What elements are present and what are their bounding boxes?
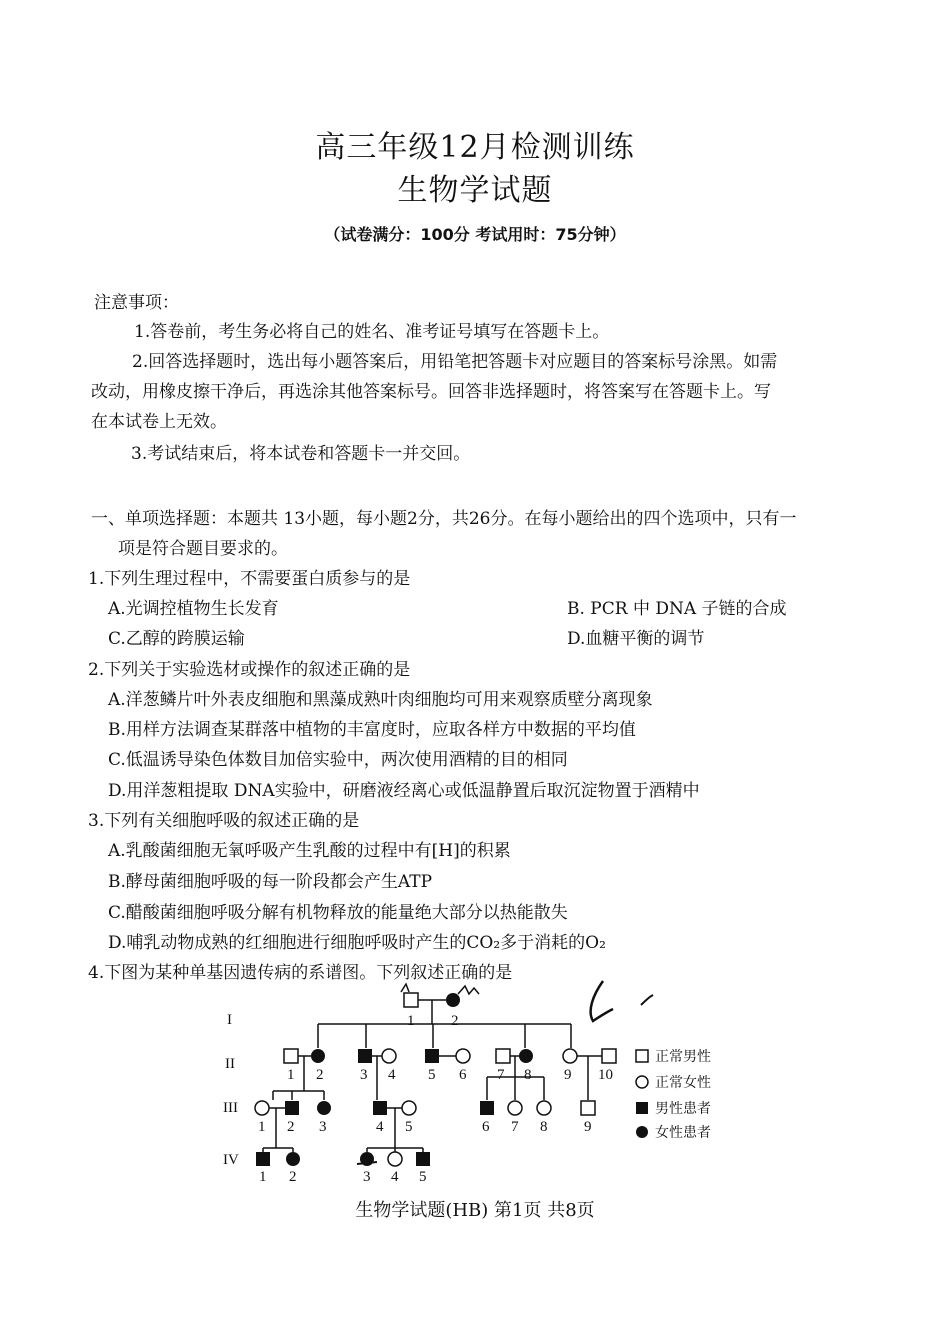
notice-item-2-line-1: 2.回答选择题时，选出每小题答案后，用铅笔把答题卡对应题目的答案标号涂黑。如需 bbox=[132, 352, 778, 372]
q2-option-b: B.用样方法调查某群落中植物的丰富度时，应取各样方中数据的平均值 bbox=[108, 720, 636, 740]
pedigree-male-affected bbox=[285, 1101, 299, 1115]
legend-male-affected: 男性患者 bbox=[655, 1101, 711, 1117]
notice-item-3: 3.考试结束后，将本试卷和答题卡一并交回。 bbox=[131, 444, 471, 464]
pedigree-female-normal bbox=[537, 1101, 551, 1115]
pedigree-female-affected bbox=[311, 1049, 325, 1063]
gen-label-IV: IV bbox=[223, 1152, 239, 1168]
legend-male-normal-icon bbox=[636, 1050, 648, 1062]
pedigree-female-normal bbox=[508, 1101, 522, 1115]
pedigree-female-normal bbox=[456, 1049, 470, 1063]
gen1-label-1: 1 bbox=[407, 1013, 415, 1029]
gen4-label-2: 2 bbox=[289, 1169, 297, 1185]
exam-meta: （试卷满分：100分 考试用时：75分钟） bbox=[324, 225, 626, 244]
gen3-label-2: 2 bbox=[287, 1119, 295, 1135]
legend-female-normal: 正常女性 bbox=[655, 1075, 711, 1091]
pedigree-male-affected bbox=[358, 1049, 372, 1063]
gen2-label-6: 6 bbox=[459, 1067, 467, 1083]
gen3-label-5: 5 bbox=[405, 1119, 413, 1135]
q1-option-d: D.血糖平衡的调节 bbox=[567, 629, 705, 649]
q2-option-c: C.低温诱导染色体数目加倍实验中，两次使用酒精的目的相同 bbox=[108, 750, 568, 770]
gen4-label-5: 5 bbox=[419, 1169, 427, 1185]
legend-male-normal: 正常男性 bbox=[655, 1049, 711, 1065]
gen3-label-9: 9 bbox=[584, 1119, 592, 1135]
pedigree-male-normal bbox=[404, 993, 418, 1007]
pedigree-chart bbox=[215, 978, 755, 1190]
gen3-label-1: 1 bbox=[258, 1119, 266, 1135]
gen2-label-7: 7 bbox=[497, 1067, 505, 1083]
pedigree-male-normal bbox=[602, 1049, 616, 1063]
pedigree-male-affected bbox=[480, 1101, 494, 1115]
gen3-label-8: 8 bbox=[540, 1119, 548, 1135]
q3-stem: 3.下列有关细胞呼吸的叙述正确的是 bbox=[88, 811, 360, 831]
pedigree-female-normal bbox=[382, 1049, 396, 1063]
pedigree-female-affected bbox=[286, 1152, 300, 1166]
q2-stem: 2.下列关于实验选材或操作的叙述正确的是 bbox=[88, 660, 411, 680]
gen3-label-7: 7 bbox=[511, 1119, 519, 1135]
pedigree-female-normal bbox=[402, 1101, 416, 1115]
gen-label-II: II bbox=[225, 1056, 235, 1072]
gen2-label-5: 5 bbox=[428, 1067, 436, 1083]
pedigree-male-affected bbox=[416, 1152, 430, 1166]
page-footer: 生物学试题(HB) 第1页 共8页 bbox=[355, 1200, 595, 1221]
legend-female-affected: 女性患者 bbox=[655, 1125, 711, 1141]
gen2-label-3: 3 bbox=[360, 1067, 368, 1083]
gen1-label-2: 2 bbox=[451, 1013, 459, 1029]
gen4-label-1: 1 bbox=[259, 1169, 267, 1185]
q2-option-a: A.洋葱鳞片叶外表皮细胞和黑藻成熟叶肉细胞均可用来观察质壁分离现象 bbox=[108, 690, 653, 710]
gen3-label-4: 4 bbox=[376, 1119, 384, 1135]
pedigree-female-normal bbox=[563, 1049, 577, 1063]
q1-option-a: A.光调控植物生长发育 bbox=[108, 599, 279, 619]
gen2-label-1: 1 bbox=[287, 1067, 295, 1083]
pedigree-female-normal bbox=[388, 1152, 402, 1166]
pedigree-male-affected bbox=[256, 1152, 270, 1166]
gen4-label-4: 4 bbox=[391, 1169, 399, 1185]
notice-heading: 注意事项： bbox=[94, 293, 179, 313]
q3-option-a: A.乳酸菌细胞无氧呼吸产生乳酸的过程中有[H]的积累 bbox=[108, 841, 511, 861]
pedigree-male-normal bbox=[581, 1101, 595, 1115]
pedigree-female-affected bbox=[317, 1101, 331, 1115]
pedigree-male-affected bbox=[425, 1049, 439, 1063]
pedigree-male-affected bbox=[373, 1101, 387, 1115]
exam-title: 高三年级12月检测训练 bbox=[315, 130, 635, 165]
pedigree-male-normal bbox=[284, 1049, 298, 1063]
gen-label-I: I bbox=[227, 1012, 232, 1028]
notice-item-2-line-2: 改动，用橡皮擦干净后，再选涂其他答案标号。回答非选择题时，将答案写在答题卡上。写 bbox=[91, 382, 771, 402]
gen2-label-2: 2 bbox=[316, 1067, 324, 1083]
q3-option-c: C.醋酸菌细胞呼吸分解有机物释放的能量绝大部分以热能散失 bbox=[108, 903, 568, 923]
legend-male-affected-icon bbox=[636, 1102, 648, 1114]
pedigree-female-affected bbox=[519, 1049, 533, 1063]
gen4-label-3: 3 bbox=[363, 1169, 371, 1185]
q2-option-d: D.用洋葱粗提取 DNA实验中，研磨液经离心或低温静置后取沉淀物置于酒精中 bbox=[108, 781, 700, 801]
handwritten-mark bbox=[357, 1162, 377, 1164]
q1-option-b: B. PCR 中 DNA 子链的合成 bbox=[567, 599, 787, 619]
pedigree-male-normal bbox=[496, 1049, 510, 1063]
legend-female-affected-icon bbox=[636, 1126, 648, 1138]
legend-female-normal-icon bbox=[636, 1076, 648, 1088]
exam-subject: 生物学试题 bbox=[397, 173, 553, 208]
notice-item-1: 1.答卷前，考生务必将自己的姓名、准考证号填写在答题卡上。 bbox=[134, 322, 610, 342]
gen-label-III: III bbox=[223, 1100, 238, 1116]
gen2-label-10: 10 bbox=[598, 1067, 613, 1083]
gen3-label-3: 3 bbox=[319, 1119, 327, 1135]
q1-stem: 1.下列生理过程中，不需要蛋白质参与的是 bbox=[88, 569, 411, 589]
gen2-label-9: 9 bbox=[564, 1067, 572, 1083]
section-heading: 一、单项选择题：本题共 13小题，每小题2分，共26分。在每小题给出的四个选项中，只有一 bbox=[91, 509, 797, 529]
gen2-label-8: 8 bbox=[524, 1067, 532, 1083]
q4-stem: 4.下图为某种单基因遗传病的系谱图。下列叙述正确的是 bbox=[88, 963, 513, 983]
q3-option-d: D.哺乳动物成熟的红细胞进行细胞呼吸时产生的CO₂多于消耗的O₂ bbox=[108, 933, 606, 953]
q3-option-b: B.酵母菌细胞呼吸的每一阶段都会产生ATP bbox=[108, 872, 433, 892]
gen3-label-6: 6 bbox=[482, 1119, 490, 1135]
pedigree-female-affected bbox=[446, 993, 460, 1007]
notice-item-2-line-3: 在本试卷上无效。 bbox=[91, 412, 227, 432]
pedigree-female-normal bbox=[255, 1101, 269, 1115]
q1-option-c: C.乙醇的跨膜运输 bbox=[108, 629, 245, 649]
gen2-label-4: 4 bbox=[388, 1067, 396, 1083]
section-heading-cont: 项是符合题目要求的。 bbox=[118, 539, 288, 559]
